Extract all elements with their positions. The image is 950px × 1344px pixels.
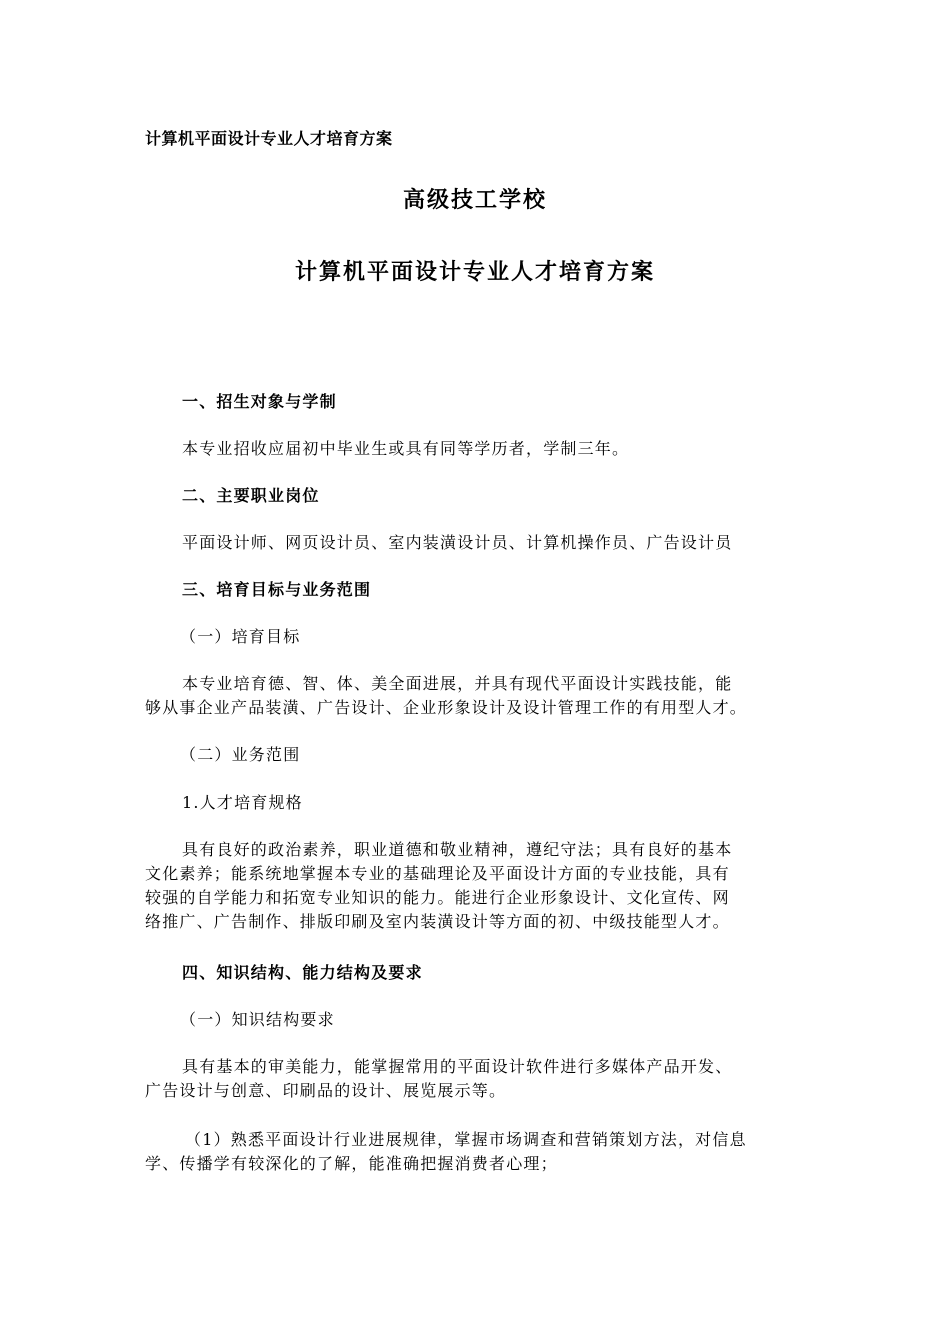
school-name: 高级技工学校 bbox=[402, 188, 547, 213]
document-title: 计算机平面设计专业人才培育方案 bbox=[294, 260, 655, 285]
section-3-sub2-heading: （二）业务范围 bbox=[180, 745, 301, 764]
paragraph-line: 本专业培育德、智、体、美全面进展，并具有现代平面设计实践技能，能 bbox=[182, 674, 733, 693]
section-4-sub1-heading: （一）知识结构要求 bbox=[180, 1010, 335, 1029]
section-3-sub1-paragraph bbox=[145, 672, 810, 720]
running-header: 计算机平面设计专业人才培育方案 bbox=[145, 129, 393, 148]
section-4-item1-paragraph bbox=[145, 1128, 810, 1176]
paragraph-line: 够从事企业产品装潢、广告设计、企业形象设计及设计管理工作的有用型人才。 bbox=[145, 698, 748, 717]
paragraph-line: 学、传播学有较深化的了解，能准确把握消费者心理； bbox=[145, 1154, 558, 1173]
section-2-text: 平面设计师、网页设计员、室内装潢设计员、计算机操作员、广告设计员 bbox=[182, 533, 733, 552]
section-1-heading: 一、招生对象与学制 bbox=[182, 392, 337, 411]
paragraph-line: 具有良好的政治素养，职业道德和敬业精神，遵纪守法；具有良好的基本 bbox=[182, 840, 733, 859]
paragraph-line: 络推广、广告制作、排版印刷及室内装潢设计等方面的初、中级技能型人才。 bbox=[145, 912, 730, 931]
section-2-heading: 二、主要职业岗位 bbox=[182, 486, 320, 505]
section-3-sub1-heading: （一）培育目标 bbox=[180, 627, 301, 646]
section-4-heading: 四、知识结构、能力结构及要求 bbox=[182, 963, 423, 982]
paragraph-line: 广告设计与创意、印刷品的设计、展览展示等。 bbox=[145, 1081, 507, 1100]
paragraph-line: 具有基本的审美能力，能掌握常用的平面设计软件进行多媒体产品开发、 bbox=[182, 1057, 733, 1076]
section-3-heading: 三、培育目标与业务范围 bbox=[182, 580, 372, 599]
paragraph-line: （1）熟悉平面设计行业进展规律，掌握市场调查和营销策划方法，对信息 bbox=[185, 1130, 747, 1149]
section-4-sub1-paragraph bbox=[145, 1055, 810, 1103]
paragraph-line: 较强的自学能力和拓宽专业知识的能力。能进行企业形象设计、文化宣传、网 bbox=[145, 888, 730, 907]
section-1-text: 本专业招收应届初中毕业生或具有同等学历者，学制三年。 bbox=[182, 439, 630, 458]
paragraph-line: 文化素养；能系统地掌握本专业的基础理论及平面设计方面的专业技能，具有 bbox=[145, 864, 730, 883]
section-3-item1-heading: 1.人才培育规格 bbox=[182, 793, 303, 812]
section-3-item1-paragraph bbox=[145, 838, 810, 934]
